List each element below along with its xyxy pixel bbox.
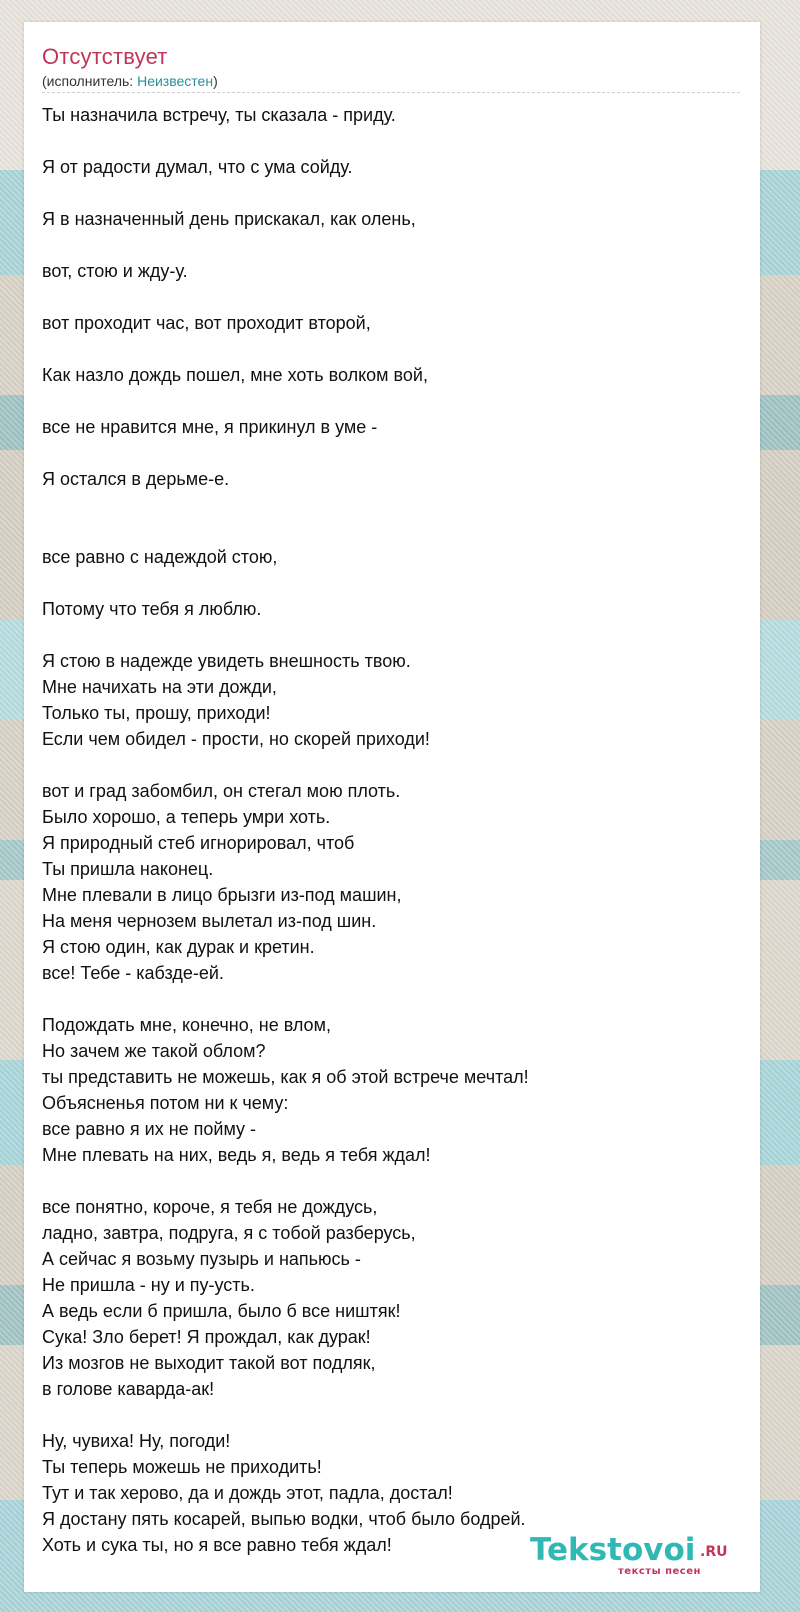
lyric-line: На меня чернозем вылетал из-под шин.: [42, 911, 377, 931]
lyric-line: Ты пришла наконец.: [42, 859, 214, 879]
lyric-line: Я стою один, как дурак и кретин.: [42, 937, 315, 957]
lyric-line: [42, 570, 742, 596]
lyric-line: [42, 492, 742, 518]
lyric-line: ладно, завтра, подруга, я с тобой разберусь,: [42, 1223, 416, 1243]
lyric-line: Мне плевать на них, ведь я, ведь я тебя ждал!: [42, 1145, 431, 1165]
song-title: Отсутствует: [42, 44, 168, 69]
lyric-line: Не пришла - ну и пу-усть.: [42, 1275, 255, 1295]
performer-suffix: ): [213, 73, 218, 89]
lyric-line: Я стою в надежде увидеть внешность твою.: [42, 651, 411, 671]
lyric-line: вот проходит час, вот проходит второй,: [42, 313, 371, 333]
lyric-line: Было хорошо, а теперь умри хоть.: [42, 807, 331, 827]
lyric-line: [42, 336, 742, 362]
site-logo[interactable]: [530, 1532, 740, 1582]
logo-tld: .RU: [700, 1544, 728, 1560]
lyrics-text: [42, 102, 742, 1558]
lyric-line: Хоть и сука ты, но я все равно тебя ждал!: [42, 1535, 392, 1555]
lyric-line: Я достану пять косарей, выпью водки, чтоб было бодрей.: [42, 1509, 526, 1529]
lyric-line: Из мозгов не выходит такой вот подляк,: [42, 1353, 376, 1373]
lyric-line: все равно я их не пойму -: [42, 1119, 257, 1139]
logo-wordmark: Tekstovoi: [530, 1532, 696, 1568]
header-divider: [42, 92, 740, 93]
performer-line: [42, 73, 218, 89]
lyric-line: Только ты, прошу, приходи!: [42, 703, 271, 723]
lyric-line: вот и град забомбил, он стегал мою плоть.: [42, 781, 401, 801]
lyric-line: все равно с надеждой стою,: [42, 547, 278, 567]
lyric-line: Мне плевали в лицо брызги из-под машин,: [42, 885, 402, 905]
lyric-line: [42, 440, 742, 466]
lyric-line: [42, 518, 742, 544]
lyric-line: А сейчас я возьму пузырь и напьюсь -: [42, 1249, 361, 1269]
lyric-line: Ну, чувиха! Ну, погоди!: [42, 1431, 231, 1451]
lyric-line: ты представить не можешь, как я об этой встрече мечтал!: [42, 1067, 529, 1087]
logo-subtitle: тексты песен: [618, 1566, 701, 1577]
lyric-line: Я природный стеб игнорировал, чтоб: [42, 833, 355, 853]
lyric-line: [42, 986, 742, 1012]
lyric-line: [42, 232, 742, 258]
lyric-line: [42, 752, 742, 778]
lyric-line: Сука! Зло берет! Я прождал, как дурак!: [42, 1327, 371, 1347]
lyric-line: Мне начихать на эти дожди,: [42, 677, 277, 697]
lyric-line: [42, 1402, 742, 1428]
lyric-line: [42, 622, 742, 648]
lyric-line: Я в назначенный день прискакал, как олень,: [42, 209, 416, 229]
lyrics-card: [24, 22, 760, 1592]
lyric-line: Тут и так херово, да и дождь этот, падла, достал!: [42, 1483, 453, 1503]
lyric-line: Подождать мне, конечно, не влом,: [42, 1015, 331, 1035]
lyric-line: [42, 180, 742, 206]
lyric-line: Я остался в дерьме-е.: [42, 469, 230, 489]
lyric-line: вот, стою и жду-у.: [42, 261, 188, 281]
lyric-line: все не нравится мне, я прикинул в уме -: [42, 417, 378, 437]
performer-link[interactable]: Неизвестен: [137, 73, 214, 89]
lyric-line: Потому что тебя я люблю.: [42, 599, 262, 619]
lyric-line: Я от радости думал, что с ума сойду.: [42, 157, 353, 177]
lyric-line: [42, 1168, 742, 1194]
lyric-line: Объясненья потом ни к чему:: [42, 1093, 289, 1113]
lyric-line: все понятно, короче, я тебя не дождусь,: [42, 1197, 378, 1217]
lyric-line: Ты назначила встречу, ты сказала - приду.: [42, 105, 396, 125]
lyric-line: Как назло дождь пошел, мне хоть волком вой,: [42, 365, 428, 385]
lyric-line: А ведь если б пришла, было б все ништяк!: [42, 1301, 401, 1321]
lyric-line: все! Тебе - кабзде-ей.: [42, 963, 224, 983]
lyric-line: Ты теперь можешь не приходить!: [42, 1457, 322, 1477]
lyric-line: [42, 128, 742, 154]
performer-prefix: (исполнитель:: [42, 73, 138, 89]
lyric-line: [42, 284, 742, 310]
lyric-line: Но зачем же такой облом?: [42, 1041, 266, 1061]
lyric-line: [42, 388, 742, 414]
lyric-line: Если чем обидел - прости, но скорей приходи!: [42, 729, 430, 749]
lyric-line: в голове каварда-ак!: [42, 1379, 215, 1399]
